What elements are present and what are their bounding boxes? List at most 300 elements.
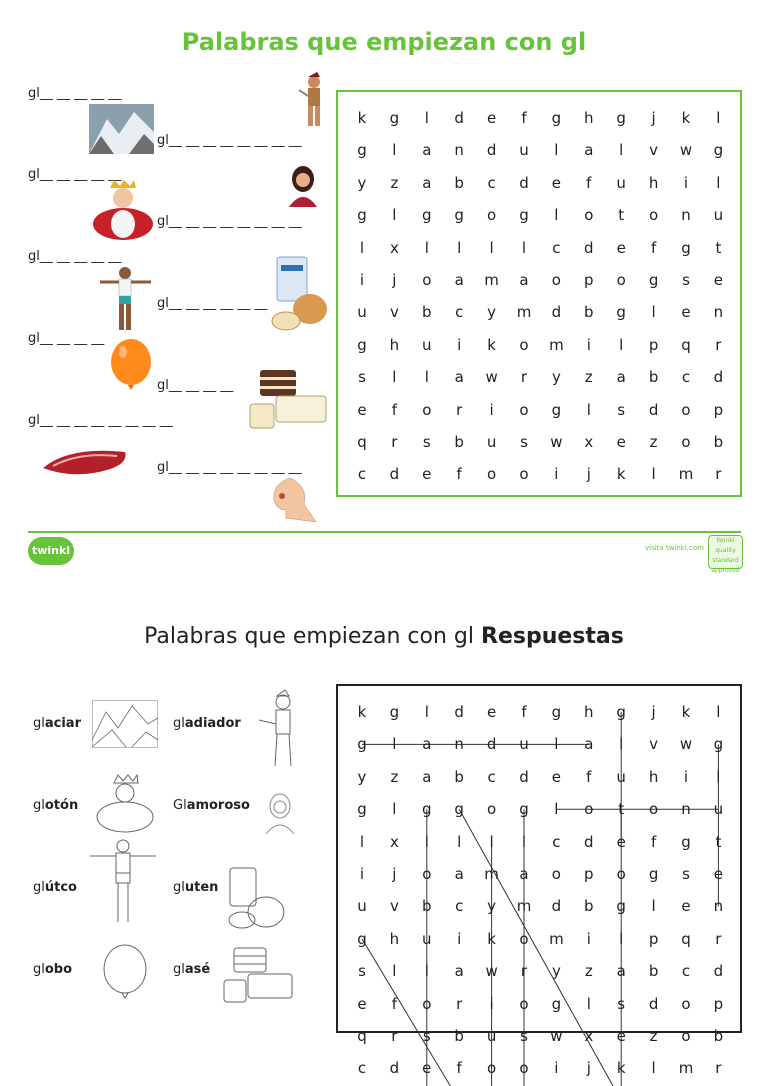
word-blank-10: gl__ __ __ __ __ __ __ __ — [157, 460, 302, 475]
answer-grid-cell: o — [487, 1059, 497, 1078]
answer-grid-cell: k — [487, 929, 496, 948]
grid-cell: g — [389, 109, 400, 127]
grid-cell: j — [651, 109, 656, 127]
answer-grid-cell: b — [454, 767, 464, 786]
answer-grid-cell: a — [454, 865, 464, 883]
answer-word-5: glútco — [33, 880, 77, 895]
grid-cell: e — [551, 173, 561, 192]
grid-cell: g — [422, 206, 432, 225]
answers-title — [0, 624, 768, 649]
grid-cell: i — [586, 335, 591, 354]
grid-cell: a — [616, 368, 626, 387]
answer-grid-cell: o — [519, 929, 529, 948]
answer-word-3: glotón — [33, 798, 79, 813]
grid-cell: d — [584, 238, 594, 257]
answer-grid-cell: m — [678, 1059, 694, 1078]
grid-cell: r — [456, 400, 463, 419]
answer-grid-cell: l — [424, 962, 429, 981]
footer-divider — [28, 531, 741, 533]
grid-cell: e — [616, 238, 626, 257]
answer-grid-cell: c — [455, 897, 464, 916]
grid-cell: g — [551, 400, 562, 419]
grid-cell: l — [489, 238, 494, 257]
answers-title-plain: Palabras que empiezan con gl — [144, 624, 474, 649]
grid-cell: l — [521, 238, 527, 257]
answer-grid-cell: y — [487, 897, 497, 916]
grid-cell: c — [487, 173, 496, 192]
answer-grid-cell: n — [454, 735, 464, 754]
answer-grid-cell: h — [584, 703, 594, 721]
grid-cell: l — [554, 206, 559, 225]
answer-grid-cell: c — [552, 832, 561, 851]
grid-cell: o — [487, 465, 497, 484]
grid-cell: a — [519, 271, 529, 289]
grid-cell: w — [485, 368, 498, 387]
grid-cell: a — [454, 271, 464, 289]
answer-grid-cell: l — [457, 832, 462, 851]
answer-grid-cell: d — [486, 735, 497, 754]
grid-cell: f — [391, 400, 398, 419]
grid-cell: o — [681, 400, 691, 419]
answer-grid-cell: g — [519, 800, 529, 819]
grid-cell: g — [357, 206, 367, 225]
answer-grid-cell: s — [422, 1027, 431, 1045]
answer-grid-cell: d — [648, 994, 659, 1013]
answer-grid-cell: o — [519, 1059, 529, 1078]
word-blank-7: gl__ __ __ __ — [28, 331, 105, 346]
grid-cell: i — [457, 335, 462, 354]
answer-grid-cell: l — [554, 800, 559, 819]
answer-grid-cell: r — [520, 962, 528, 981]
grid-cell: c — [552, 238, 561, 257]
grid-cell: o — [649, 206, 659, 225]
grid-cell: w — [679, 141, 693, 160]
answer-grid-cell: l — [521, 832, 527, 851]
answer-grid-cell: g — [616, 703, 626, 721]
grid-cell: b — [584, 303, 594, 322]
quality-badge: twinkl quality standard approved — [708, 535, 743, 569]
grid-cell: s — [682, 271, 690, 289]
grid-cell: s — [358, 368, 366, 387]
grid-cell: k — [616, 465, 626, 484]
answer-grid-cell: l — [619, 929, 624, 948]
grid-cell: x — [389, 238, 399, 257]
answer-grid-cell: k — [357, 703, 367, 721]
grid-cell: t — [618, 206, 625, 225]
answer-grid-cell: o — [681, 1027, 691, 1045]
word-blank-8: gl__ __ __ __ — [157, 378, 234, 393]
grid-cell: d — [389, 465, 400, 484]
gluteus-boy-picture — [98, 266, 153, 332]
answer-grid-cell: d — [389, 1059, 400, 1078]
grid-cell: o — [519, 335, 529, 354]
grid-cell: y — [487, 303, 497, 322]
answer-grid-cell: y — [551, 962, 561, 981]
answer-grid-cell: r — [456, 994, 463, 1013]
word-blank-9: gl__ __ __ __ __ __ __ __ — [28, 413, 173, 428]
grid-cell: z — [390, 173, 399, 192]
grid-cell: w — [550, 433, 563, 451]
grid-cell: d — [486, 141, 497, 160]
answer-grid-cell: l — [489, 832, 494, 851]
answer-grid-cell: f — [521, 703, 527, 721]
answer-grid-cell: n — [681, 800, 691, 819]
red-blood-cell-picture — [39, 446, 129, 478]
answer-grid-cell: b — [454, 1027, 464, 1045]
answer-grid-cell: u — [713, 800, 724, 819]
grid-cell: n — [454, 141, 464, 160]
answer-grid-cell: l — [359, 832, 365, 851]
grid-cell: g — [648, 271, 659, 289]
grid-cell: e — [616, 433, 626, 451]
answer-grid-cell: u — [357, 897, 367, 916]
answer-grid-cell: f — [586, 767, 592, 786]
answer-grid-cell: x — [389, 832, 399, 851]
answer-grid-cell: i — [683, 767, 689, 786]
grid-cell: y — [357, 173, 367, 192]
answer-grid-cell: o — [649, 800, 659, 819]
answer-grid-cell: g — [681, 832, 691, 851]
answer-grid-cell: q — [681, 929, 691, 948]
grid-cell: k — [487, 335, 496, 354]
grid-cell: v — [649, 141, 659, 160]
grid-cell: l — [424, 368, 429, 387]
glacier-outline-picture — [92, 700, 158, 748]
glutton-outline-picture — [92, 775, 156, 833]
grid-cell: j — [586, 465, 591, 484]
answer-grid-cell: z — [649, 1027, 658, 1045]
twinkl-logo: twinkl — [28, 537, 74, 565]
grid-cell: l — [424, 109, 429, 127]
grid-cell: b — [713, 433, 724, 451]
swallow-throat-picture — [268, 476, 318, 522]
grid-cell: r — [715, 465, 722, 484]
grid-cell: a — [454, 368, 464, 387]
gluten-outline-picture — [222, 866, 288, 932]
grid-cell: s — [422, 433, 431, 451]
grid-cell: e — [713, 271, 723, 289]
answer-grid-cell: o — [487, 800, 497, 819]
grid-cell: l — [619, 141, 624, 160]
grid-cell: t — [715, 238, 722, 257]
answer-grid-cell: f — [456, 1059, 462, 1078]
grid-cell: b — [422, 303, 432, 322]
answer-grid-cell: e — [616, 832, 626, 851]
grid-cell: r — [520, 368, 528, 387]
grid-cell: s — [617, 400, 626, 419]
grid-cell: e — [681, 303, 691, 322]
grid-cell: z — [649, 433, 658, 451]
answer-grid-cell: v — [389, 897, 399, 916]
answer-grid-cell: c — [681, 962, 691, 981]
grid-cell: n — [713, 303, 724, 322]
answer-grid-cell: t — [715, 832, 722, 851]
frosted-cake-picture — [250, 362, 328, 432]
answer-grid-cell: p — [648, 929, 659, 948]
grid-cell: z — [584, 368, 593, 387]
grid-cell: e — [486, 109, 497, 127]
answer-grid-cell: g — [551, 703, 562, 721]
grid-cell: d — [713, 368, 724, 387]
word-search-grid — [336, 90, 742, 497]
grid-cell: c — [455, 303, 464, 322]
answer-grid-cell: e — [681, 897, 691, 916]
answer-grid-cell: l — [554, 735, 559, 754]
grid-cell: g — [519, 206, 529, 225]
grid-cell: c — [357, 465, 367, 484]
answer-grid-cell: q — [357, 1027, 367, 1045]
answer-word-2: gladiador — [173, 716, 241, 731]
answer-grid-cell: i — [586, 929, 591, 948]
grid-cell: b — [454, 173, 464, 192]
gladiator-picture — [295, 72, 329, 130]
answer-grid-cell: j — [586, 1059, 591, 1078]
balloon-picture — [109, 338, 155, 396]
answer-grid-cell: j — [651, 703, 656, 721]
answer-grid-cell: l — [619, 735, 624, 754]
answer-grid-cell: l — [651, 897, 656, 916]
grid-cell: l — [586, 400, 591, 419]
visit-link-text: visita twinkl.com — [645, 544, 704, 552]
grid-cell: x — [584, 433, 594, 451]
answer-grid-cell: b — [584, 897, 594, 916]
grid-cell: g — [357, 335, 367, 354]
answer-word-1: glaciar — [33, 716, 81, 731]
word-blank-6: gl__ __ __ __ __ __ — [157, 296, 268, 311]
grid-cell: g — [616, 109, 626, 127]
answer-grid-cell: r — [715, 1059, 722, 1078]
answer-grid-cell: d — [519, 767, 529, 786]
grid-cell: o — [584, 206, 594, 225]
grid-cell: u — [422, 335, 432, 354]
answer-grid-cell: r — [391, 1027, 398, 1045]
answer-word-search-grid — [336, 684, 742, 1078]
grid-cell: h — [648, 173, 659, 192]
answer-grid-cell: o — [519, 994, 529, 1013]
grid-cell: o — [616, 271, 626, 289]
grid-cell: m — [484, 271, 499, 289]
answer-grid-cell: e — [713, 865, 723, 883]
answer-grid-cell: g — [389, 703, 400, 721]
worksheet-title: Palabras que empiezan con gl — [181, 28, 587, 56]
answer-grid-cell: a — [454, 962, 464, 981]
grid-cell: g — [551, 109, 562, 127]
grid-cell: k — [681, 109, 691, 127]
answer-grid-cell: z — [584, 962, 593, 981]
grid-cell: u — [357, 303, 367, 322]
grid-cell: s — [520, 433, 528, 451]
answer-grid-cell: m — [549, 929, 564, 948]
answer-grid-cell: e — [422, 1059, 432, 1078]
gluten-bread-picture — [266, 255, 328, 333]
answer-grid-cell: l — [586, 994, 591, 1013]
grid-cell: r — [391, 433, 398, 451]
grid-cell: m — [549, 335, 564, 354]
grid-cell: m — [516, 303, 532, 322]
grid-cell: a — [422, 141, 432, 160]
grid-cell: g — [681, 238, 691, 257]
answer-grid-cell: r — [715, 929, 722, 948]
answer-grid-cell: i — [489, 994, 494, 1013]
glamorous-outline-picture — [262, 792, 298, 834]
grid-cell: u — [616, 173, 626, 192]
answer-grid-cell: n — [713, 897, 724, 916]
answer-grid-cell: l — [651, 1059, 656, 1078]
grid-cell: r — [715, 335, 722, 354]
grid-cell: c — [681, 368, 691, 387]
grid-cell: i — [359, 271, 365, 289]
answer-grid-cell: i — [554, 1059, 559, 1078]
answer-grid-cell: s — [682, 865, 690, 883]
answer-grid-cell: s — [520, 1027, 528, 1045]
answer-grid-cell: j — [392, 865, 397, 883]
grid-cell: l — [716, 109, 721, 127]
answer-grid-cell: a — [584, 735, 594, 754]
answer-grid-cell: i — [457, 929, 462, 948]
grid-cell: g — [454, 206, 464, 225]
word-blank-1: gl__ __ __ __ __ — [28, 86, 122, 101]
grid-cell: i — [489, 400, 494, 419]
answer-grid-cell: y — [357, 767, 367, 786]
grid-cell: o — [422, 271, 432, 289]
answer-grid-cell: p — [584, 865, 594, 883]
grid-cell: f — [586, 173, 592, 192]
word-blank-5: gl__ __ __ __ __ — [28, 249, 122, 264]
answer-grid-cell: s — [358, 962, 366, 981]
answer-grid-cell: f — [650, 832, 657, 851]
answer-grid-cell: s — [617, 994, 626, 1013]
answer-grid-cell: g — [713, 735, 724, 754]
answer-grid-cell: b — [422, 897, 432, 916]
grid-cell: p — [713, 400, 724, 419]
grid-cell: d — [519, 173, 529, 192]
answer-grid-cell: d — [584, 832, 594, 851]
grid-cell: a — [422, 173, 432, 192]
grid-cell: d — [551, 303, 562, 322]
word-blank-4: gl__ __ __ __ __ __ __ __ — [157, 214, 302, 229]
answer-grid-cell: d — [454, 703, 464, 721]
grid-cell: m — [678, 465, 694, 484]
glutton-king-picture — [90, 180, 154, 240]
answer-grid-cell: l — [392, 800, 397, 819]
answer-grid-cell: a — [422, 767, 432, 786]
answer-grid-cell: e — [486, 703, 497, 721]
answer-grid-cell: o — [584, 800, 594, 819]
answer-grid-cell: u — [616, 767, 626, 786]
grid-cell: n — [681, 206, 691, 225]
answer-grid-cell: c — [487, 767, 496, 786]
answer-grid-cell: m — [484, 865, 499, 883]
answer-grid-cell: g — [648, 865, 659, 883]
answer-grid-cell: o — [422, 994, 432, 1013]
answer-grid-cell: l — [716, 767, 721, 786]
answer-grid-cell: v — [649, 735, 659, 754]
grid-cell: h — [584, 109, 594, 127]
answer-grid-cell: e — [357, 994, 367, 1013]
balloon-outline-picture — [101, 944, 149, 1002]
grid-cell: l — [392, 141, 397, 160]
grid-cell: f — [650, 238, 657, 257]
grid-cell: i — [683, 173, 689, 192]
grid-cell: f — [521, 109, 527, 127]
answer-grid-cell: l — [392, 735, 397, 754]
answer-grid-cell: g — [616, 897, 626, 916]
grid-cell: l — [651, 465, 656, 484]
word-blank-3: gl__ __ __ __ __ — [28, 167, 122, 182]
grid-cell: p — [584, 271, 594, 289]
answer-grid-cell: g — [422, 800, 432, 819]
answer-grid-cell: g — [357, 929, 367, 948]
answer-grid-cell: g — [454, 800, 464, 819]
grid-cell: b — [648, 368, 659, 387]
grid-cell: y — [551, 368, 561, 387]
answer-grid-cell: k — [616, 1059, 626, 1078]
answer-grid-cell: b — [713, 1027, 724, 1045]
answer-grid-cell: l — [424, 832, 429, 851]
grid-cell: q — [681, 335, 691, 354]
answer-grid-cell: d — [551, 897, 562, 916]
grid-cell: h — [389, 335, 400, 354]
answer-grid-cell: l — [392, 962, 397, 981]
answer-grid-cell: l — [716, 703, 721, 721]
answer-grid-cell: g — [357, 800, 367, 819]
answer-grid-cell: f — [391, 994, 398, 1013]
answer-grid-cell: o — [551, 865, 561, 883]
grid-cell: u — [486, 433, 497, 451]
answer-grid-cell: u — [519, 735, 529, 754]
answer-grid-cell: o — [422, 865, 432, 883]
answer-grid-cell: d — [713, 962, 724, 981]
grid-cell: l — [651, 303, 656, 322]
answer-grid-cell: a — [422, 735, 432, 754]
grid-cell: u — [519, 141, 529, 160]
answer-grid-cell: h — [648, 767, 659, 786]
answer-word-7: globo — [33, 962, 73, 977]
grid-cell: o — [519, 465, 529, 484]
grid-cell: e — [422, 465, 432, 484]
answer-grid-cell: a — [519, 865, 529, 883]
answer-grid-cell: k — [681, 703, 691, 721]
answer-grid-cell: w — [550, 1027, 563, 1045]
grid-cell: l — [554, 141, 559, 160]
grid-cell: l — [392, 206, 397, 225]
answer-grid-cell: b — [648, 962, 659, 981]
answer-grid-cell: w — [679, 735, 693, 754]
grid-cell: j — [392, 271, 397, 289]
grid-cell: b — [454, 433, 464, 451]
grid-cell: g — [713, 141, 724, 160]
answer-grid-cell: z — [390, 767, 399, 786]
answer-grid-cell: l — [424, 703, 429, 721]
grid-cell: o — [487, 206, 497, 225]
answer-grid-cell: i — [359, 865, 365, 883]
answer-word-6: gluten — [173, 880, 219, 895]
frosted-cake-outline-picture — [222, 944, 294, 1004]
grid-cell: u — [713, 206, 724, 225]
grid-cell: o — [681, 433, 691, 451]
answer-grid-cell: a — [616, 962, 626, 981]
answer-grid-cell: g — [357, 735, 367, 754]
word-blank-2: gl__ __ __ __ __ __ __ __ — [157, 133, 302, 148]
grid-cell: p — [648, 335, 659, 354]
grid-cell: g — [357, 141, 367, 160]
answer-grid-cell: m — [516, 897, 532, 916]
answer-word-8: glasé — [173, 962, 211, 977]
grid-cell: l — [392, 368, 397, 387]
answer-grid-cell: o — [616, 865, 626, 883]
grid-cell: l — [424, 238, 429, 257]
grid-cell: d — [454, 109, 464, 127]
